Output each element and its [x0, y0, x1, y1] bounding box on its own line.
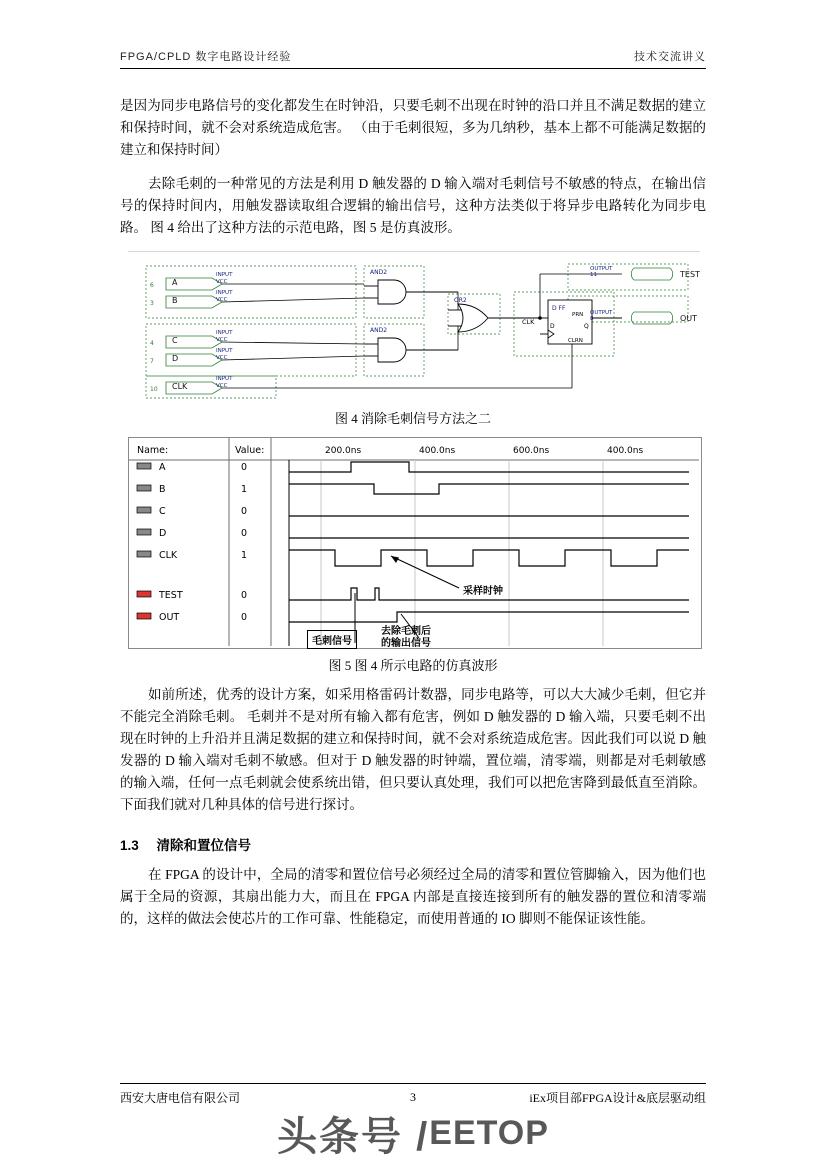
section-title: 清除和置位信号	[156, 838, 252, 853]
svg-text:7: 7	[150, 358, 154, 365]
svg-text:A: A	[172, 278, 178, 287]
paragraph-3: 如前所述，优秀的设计方案，如采用格雷码计数器，同步电路等，可以大大减少毛刺，但它并不能完全消除毛刺。 毛刺并不是对所有输入都有危害，例如 D 触发器的 D 输入端，只要毛刺不出现在时钟的上升沿并且满足数据的建立和保持时间，就不会对系统造成危害。因此我们可以说 D 触发器的 D 输入端对毛刺不敏感。但对于 D 触发器的时钟端，置位端，清零端，则都是对毛刺敏感的输入端，任何一点毛刺就会使系统出错，但只要认真处理，我们可以把危害降到最低直至消除。下面我们就对几种具体的信号进行探讨。	[120, 687, 706, 812]
footer-company: 西安大唐电信有限公司	[120, 1091, 241, 1105]
annotation-cleaned-line1: 去除毛刺后	[381, 626, 431, 637]
figure-4-caption: 图 4 消除毛刺信号方法之二	[334, 411, 491, 426]
svg-text:VCC: VCC	[216, 337, 228, 343]
watermark-brand: EETOP	[429, 1113, 549, 1152]
svg-text:D: D	[159, 528, 167, 539]
page-number: 3	[410, 1090, 416, 1104]
svg-text:D: D	[172, 354, 179, 363]
watermark	[0, 1103, 826, 1163]
paragraph-2: 去除毛刺的一种常见的方法是利用 D 触发器的 D 输入端对毛刺信号不敏感的特点，在输出信号的保持时间内，用触发器读取组合逻辑的输出信号，这种方法类似于将异步电路转化为同步电路。 图 4 给出了这种方法的示范电路，图 5 是仿真波形。	[120, 176, 706, 235]
page-header	[120, 48, 706, 69]
svg-text:6: 6	[150, 282, 154, 289]
svg-text:C: C	[159, 506, 166, 517]
svg-text:Name:: Name:	[137, 445, 169, 456]
figure-5-waveform	[128, 437, 702, 649]
svg-text:Q: Q	[584, 323, 589, 330]
annotation-cleaned-line2: 的输出信号	[381, 638, 431, 649]
section-heading	[120, 834, 706, 854]
svg-text:采样时钟: 采样时钟	[463, 586, 503, 597]
svg-text:VCC: VCC	[216, 279, 228, 285]
svg-text:4: 4	[150, 340, 154, 347]
svg-text:A: A	[159, 462, 166, 473]
figure-5-caption: 图 5 图 4 所示电路的仿真波形	[328, 658, 498, 673]
svg-text:INPUT: INPUT	[216, 272, 233, 278]
svg-text:3: 3	[150, 300, 154, 307]
svg-text:8: 8	[590, 316, 594, 322]
document-content	[120, 95, 706, 942]
svg-text:0: 0	[241, 506, 248, 517]
svg-text:INPUT: INPUT	[216, 330, 233, 336]
svg-text:CLK: CLK	[172, 382, 188, 391]
svg-text:TEST: TEST	[159, 590, 183, 601]
svg-text:0: 0	[241, 590, 248, 601]
svg-text:B: B	[172, 296, 178, 305]
svg-text:CLK: CLK	[522, 318, 535, 326]
svg-text:200.0ns: 200.0ns	[325, 446, 362, 456]
svg-text:CLK: CLK	[159, 550, 178, 561]
schematic-svg	[128, 252, 700, 402]
svg-text:PRN: PRN	[572, 312, 584, 318]
svg-text:10: 10	[150, 386, 158, 393]
svg-text:OUTPUT: OUTPUT	[590, 310, 613, 316]
paragraph-4: 在 FPGA 的设计中，全局的清零和置位信号必须经过全局的清零和置位管脚输入，因为他们也属于全局的资源，其扇出能力大，而且在 FPGA 内部是直接连接到所有的触发器的置位和清零端的，这样的做法会使芯片的工作可靠、性能稳定，而使用普通的 IO 脚则不能保证该性能。	[120, 867, 706, 926]
svg-text:OR2: OR2	[454, 297, 467, 304]
svg-text:B: B	[159, 484, 166, 495]
header-left-text: FPGA/CPLD 数字电路设计经验	[120, 51, 292, 63]
svg-text:D FF: D FF	[552, 305, 566, 312]
svg-text:OUTPUT: OUTPUT	[590, 266, 613, 272]
svg-text:VCC: VCC	[216, 297, 228, 303]
svg-text:11: 11	[590, 272, 597, 278]
svg-text:600.0ns: 600.0ns	[513, 446, 550, 456]
svg-text:VCC: VCC	[216, 383, 228, 389]
svg-text:AND2: AND2	[370, 269, 388, 276]
svg-text:INPUT: INPUT	[216, 376, 233, 382]
section-number: 1.3	[120, 838, 139, 853]
svg-text:400.0ns: 400.0ns	[607, 446, 644, 456]
svg-text:1: 1	[241, 550, 248, 561]
svg-text:1: 1	[241, 484, 248, 495]
svg-text:400.0ns: 400.0ns	[419, 446, 456, 456]
svg-text:VCC: VCC	[216, 355, 228, 361]
svg-text:OUT: OUT	[680, 314, 698, 323]
svg-text:0: 0	[241, 462, 248, 473]
figure-4-schematic	[128, 251, 700, 402]
paragraph-1: 是因为同步电路信号的变化都发生在时钟沿，只要毛刺不出现在时钟的沿口并且不满足数据的建立和保持时间，就不会对系统造成危害。 （由于毛刺很短，多为几纳秒，基本上都不可能满足数据的建立和保持时间）	[120, 98, 706, 157]
waveform-svg	[129, 438, 699, 646]
annotation-glitch-signal: 毛刺信号	[307, 630, 357, 649]
watermark-text: 头条号 /	[277, 1114, 430, 1159]
svg-text:TEST: TEST	[680, 270, 700, 279]
svg-text:INPUT: INPUT	[216, 290, 233, 296]
svg-text:D: D	[550, 323, 555, 330]
svg-text:Value:: Value:	[235, 445, 265, 456]
svg-text:OUT: OUT	[159, 612, 180, 623]
svg-text:INPUT: INPUT	[216, 348, 233, 354]
svg-text:AND2: AND2	[370, 327, 388, 334]
svg-text:0: 0	[241, 612, 248, 623]
svg-text:CLRN: CLRN	[568, 338, 583, 344]
svg-text:C: C	[172, 336, 178, 345]
footer-department: iEx项目部FPGA设计&底层驱动组	[529, 1091, 706, 1105]
header-right-text: 技术交流讲义	[634, 51, 706, 63]
svg-text:0: 0	[241, 528, 248, 539]
